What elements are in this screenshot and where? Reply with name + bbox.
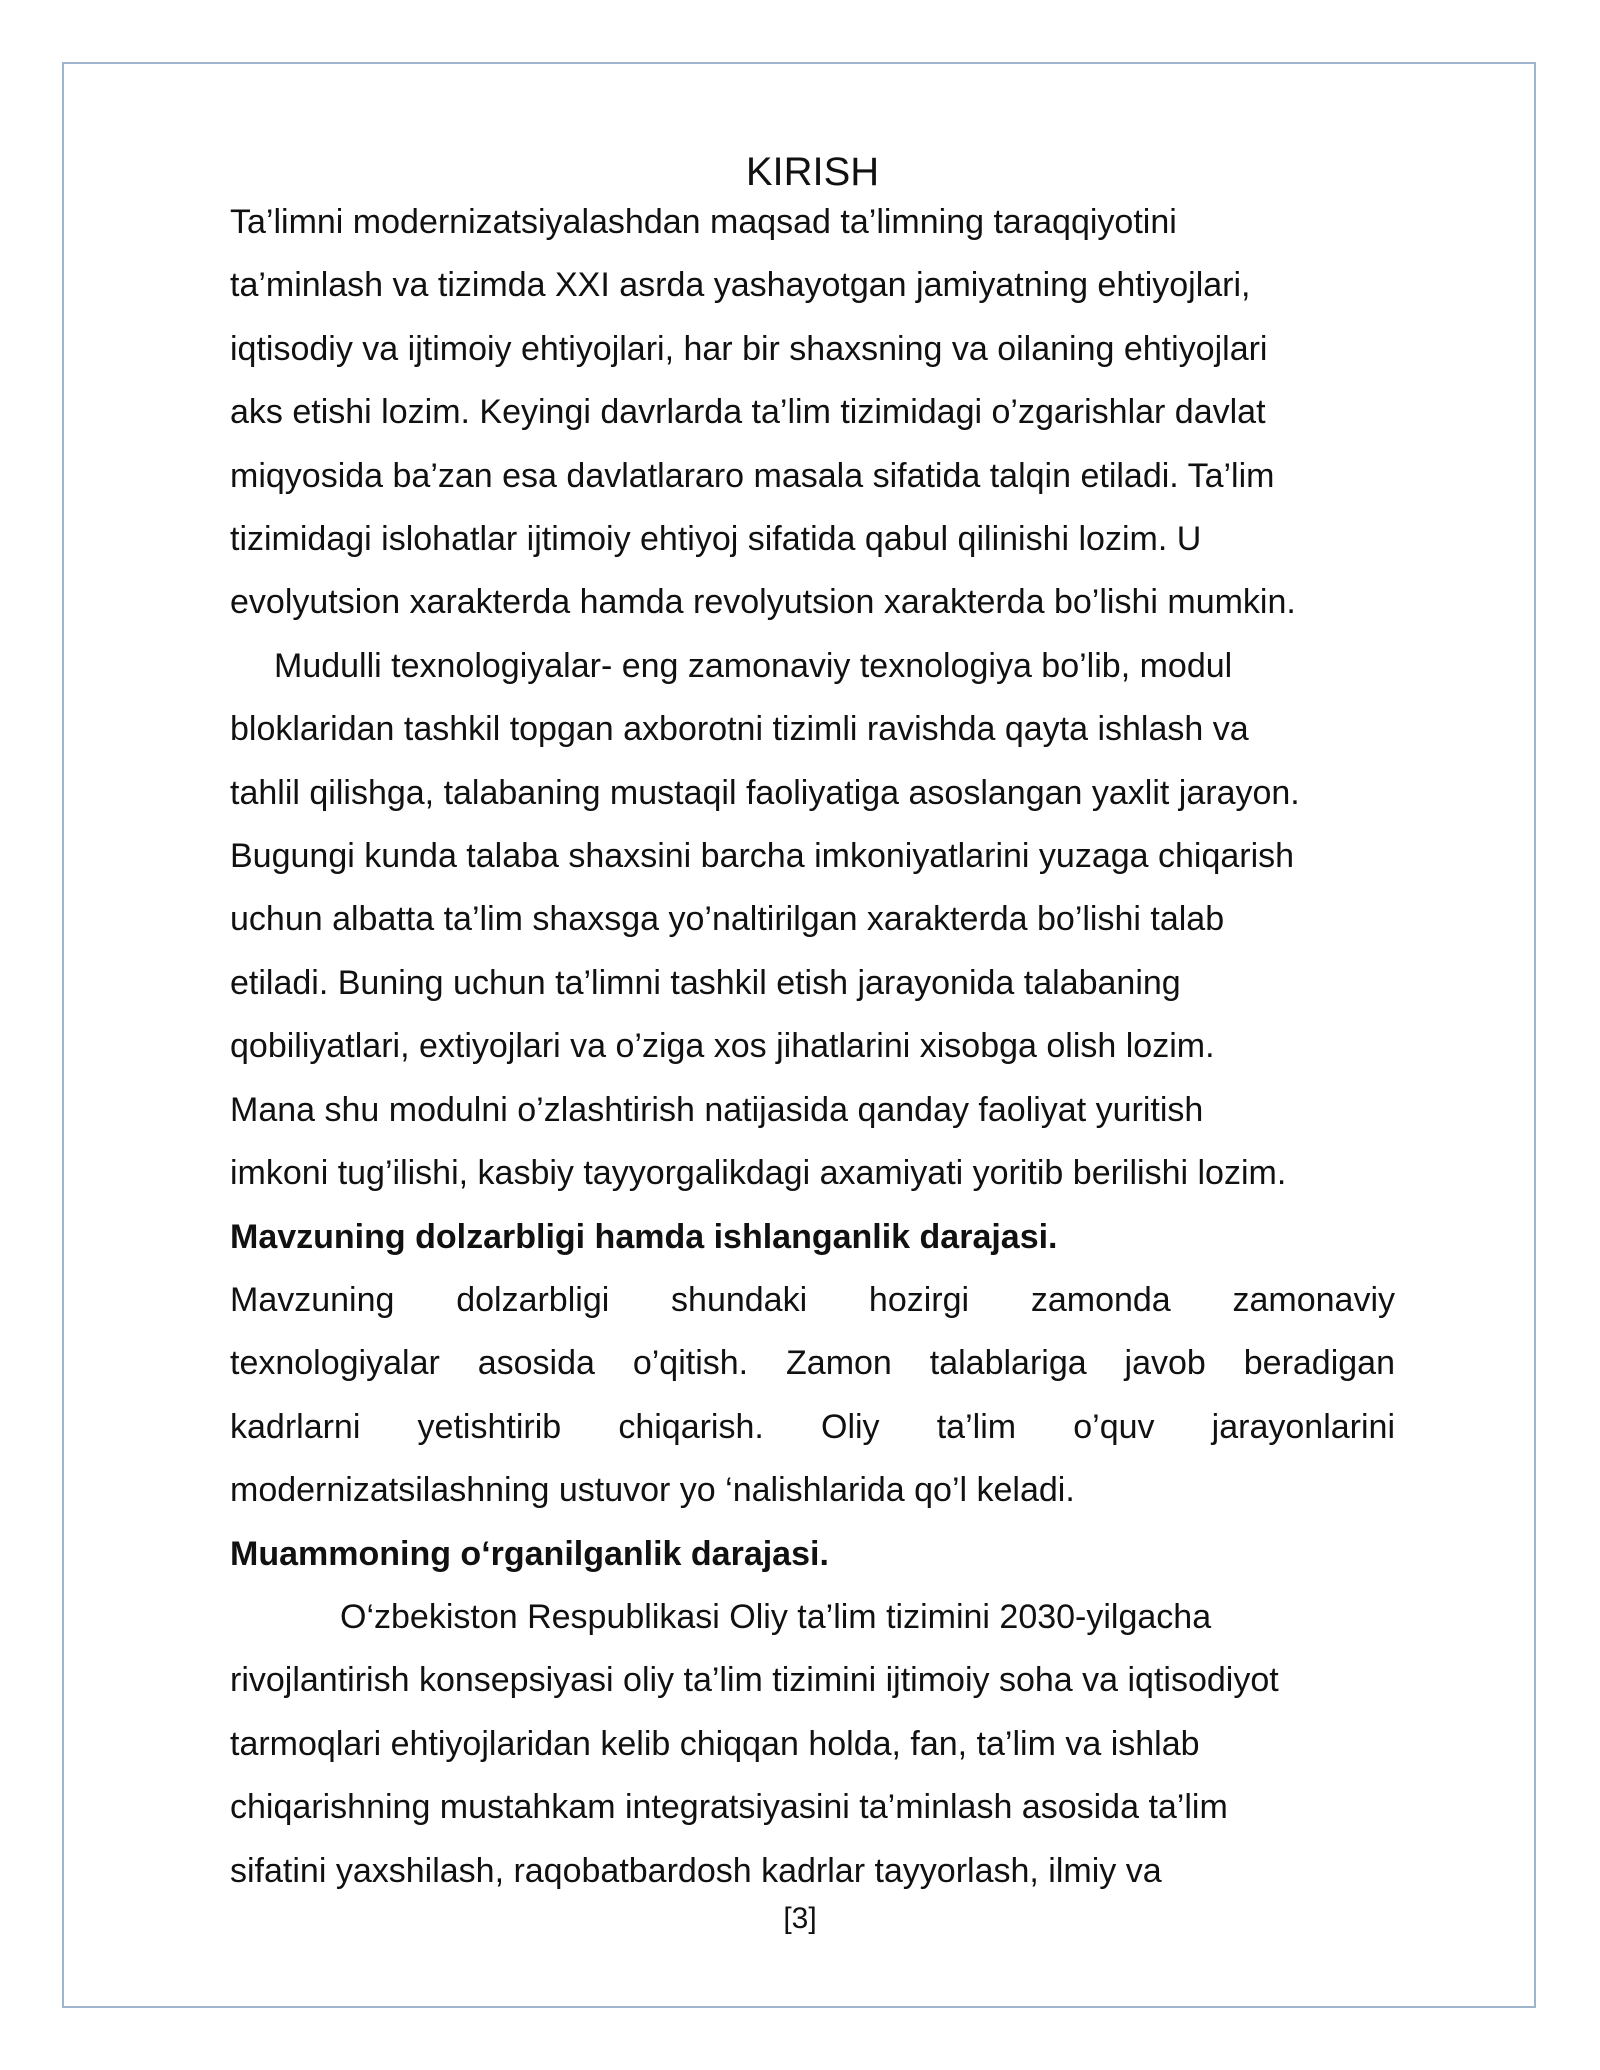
text-line: rivojlantirish konsepsiyasi oliy ta’lim tizimini ijtimoiy soha va iqtisodiyot: [230, 1661, 1279, 1700]
section-heading-relevance: Mavzuning dolzarbligi hamda ishlanganlik darajasi.: [230, 1217, 1058, 1256]
text-line: Ta’limni modernizatsiyalashdan maqsad ta’limning taraqqiyotini: [230, 203, 1177, 241]
text-line: iqtisodiy va ijtimoiy ehtiyojlari, har bir shaxsning va oilaning ehtiyojlari: [230, 329, 1268, 368]
text-line: qobiliyatlari, extiyojlari va o’ziga xos jihatlarini xisobga olish lozim.: [230, 1027, 1215, 1066]
text-line: modernizatsilashning ustuvor yo ‘nalishlarida qo’l keladi.: [230, 1471, 1075, 1510]
text-line: bloklaridan tashkil topgan axborotni tizimli ravishda qayta ishlash va: [230, 710, 1249, 749]
text-line: imkoni tug’ilishi, kasbiy tayyorgalikdagi axamiyati yoritib berilishi lozim.: [230, 1154, 1287, 1193]
text-line: O‘zbekiston Respublikasi Oliy ta’lim tizimini 2030-yilgacha: [340, 1597, 1212, 1636]
text-line: Mudulli texnologiyalar- eng zamonaviy texnologiya bo’lib, modul: [274, 646, 1233, 685]
text-line: tarmoqlari ehtiyojlaridan kelib chiqqan holda, fan, ta’lim va ishlab: [230, 1724, 1200, 1763]
page-title: KIRISH: [745, 150, 880, 194]
paragraph-4: [230, 1586, 1395, 1903]
text-line: tahlil qilishga, talabaning mustaqil faoliyatiga asoslangan yaxlit jarayon.: [230, 773, 1300, 812]
paragraph-2: [230, 635, 1395, 1206]
text-line: Mana shu modulni o’zlashtirish natijasida qanday faoliyat yuritish: [230, 1090, 1204, 1129]
text-line: Bugungi kunda talaba shaxsini barcha imkoniyatlarini yuzaga chiqarish: [230, 837, 1295, 876]
text-line: kadrlarni yetishtirib chiqarish. Oliy ta’lim o’quv jarayonlarini: [230, 1407, 1395, 1446]
paragraph-3: [230, 1269, 1395, 1523]
text-line: evolyutsion xarakterda hamda revolyutsion xarakterda bo’lishi mumkin.: [230, 583, 1296, 622]
text-line: ta’minlash va tizimda XXI asrda yashayotgan jamiyatning ehtiyojlari,: [230, 266, 1251, 305]
section-heading-study-level: Muammoning o‘rganilganlik darajasi.: [230, 1534, 829, 1573]
text-line: aks etishi lozim. Keyingi davrlarda ta’lim tizimidagi o’zgarishlar davlat: [230, 393, 1266, 432]
document-body: [230, 145, 1395, 1903]
text-line: chiqarishning mustahkam integratsiyasini ta’minlash asosida ta’lim: [230, 1788, 1228, 1827]
text-line: tizimidagi islohatlar ijtimoiy ehtiyoj sifatida qabul qilinishi lozim. U: [230, 520, 1202, 559]
text-line: texnologiyalar asosida o’qitish. Zamon talablariga javob beradigan: [230, 1344, 1395, 1383]
text-line: Mavzuning dolzarbligi shundaki hozirgi zamonda zamonaviy: [230, 1280, 1395, 1319]
text-line: uchun albatta ta’lim shaxsga yo’naltirilgan xarakterda bo’lishi talab: [230, 900, 1225, 939]
text-line: etiladi. Buning uchun ta’limni tashkil etish jarayonida talabaning: [230, 963, 1181, 1002]
text-line: sifatini yaxshilash, raqobatbardosh kadrlar tayyorlash, ilmiy va: [230, 1851, 1162, 1890]
text-line: miqyosida ba’zan esa davlatlararo masala sifatida talqin etiladi. Ta’lim: [230, 456, 1275, 495]
paragraph-1: [230, 191, 1395, 635]
page-number: [3]: [783, 1902, 817, 1935]
